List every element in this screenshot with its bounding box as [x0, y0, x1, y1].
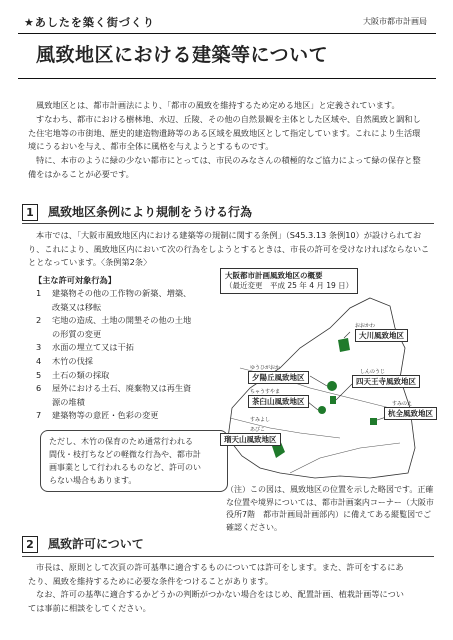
permit-item	[36, 396, 216, 410]
permit-item-number	[36, 301, 52, 315]
leader-line	[344, 332, 350, 338]
permit-item-text: の形質の変更	[52, 328, 102, 339]
area-shape-yuhigaoka	[327, 381, 337, 391]
permit-item-number	[36, 396, 52, 410]
area-shape-kumata	[370, 418, 377, 425]
river-line	[290, 443, 400, 473]
section-2-line: 市長は、原則として次頁の許可基準に適合するものについては許可をします。また、許可をするにあ	[36, 562, 404, 572]
area-label-chausuyama: 茶臼山風致地区	[248, 395, 309, 408]
permit-item-text: 水面の埋立て又は干拓	[52, 342, 134, 353]
permit-item	[36, 355, 216, 369]
section-2-line: たり、風致を維持するために必要な条件をつけることがあります。	[28, 575, 273, 586]
exemption-note-line: 間伐・枝打ちなどの軽微な行為や、都市計	[49, 450, 201, 459]
exemption-note	[40, 430, 228, 492]
permit-item-number: 5	[36, 369, 42, 380]
area-shape-chausuyama	[318, 406, 326, 414]
section-2-heading	[22, 535, 144, 553]
area-shape-ookawa	[338, 338, 350, 352]
permit-item-number: 7	[36, 410, 42, 421]
permit-item-number: 6	[36, 383, 42, 394]
permit-item-text: 建築物その他の工作物の新築、増築、	[52, 288, 192, 298]
section-2-title: 風致許可について	[48, 537, 144, 551]
permit-item	[36, 382, 216, 396]
permit-item	[36, 409, 216, 423]
exemption-note-line: ただし、木竹の保育のため通常行われる	[49, 437, 193, 446]
area-ruby-sumiyoshi: すみよし	[250, 417, 271, 423]
header-department: 大阪市都市計画局	[363, 17, 427, 26]
permit-item-number: 3	[36, 342, 42, 353]
area-ruby-abiko: あびこ	[250, 427, 266, 433]
section-1-title: 風致地区条例により規制をうける行為	[48, 205, 253, 219]
intro-paragraph-2: すなわち、都市における樹林地、水辺、丘陵、その他の自然景観を主体とした区域や、自然風致と調和した住宅地等の市街地、歴史的建造物遺跡等のある区域を風致地区として指定しています。これにより生活環境にうるおいを与え、都市全体に風格を与えようとするものです。	[28, 114, 421, 152]
area-ruby-chausuyama: ちゃうすやま	[250, 389, 281, 395]
section-1-rule	[22, 223, 434, 224]
header-tagline: ★あしたを築く街づくり	[24, 16, 155, 29]
area-ruby-yuhigaoka: ゆうひがおか	[250, 365, 281, 371]
section-2-rule	[22, 556, 434, 557]
map-note-line: 確認ください。	[226, 522, 282, 532]
area-ruby-kumata: すみのえ	[392, 401, 413, 407]
section-1-number: 1	[22, 204, 38, 221]
exemption-note-line: 画事業として行われるものなど、許可のい	[49, 463, 201, 472]
section-2-body	[28, 561, 433, 615]
map-subtitle: （最近変更 平成 25 年 4 月 19 日）	[225, 281, 354, 290]
permit-item	[36, 301, 216, 315]
leader-line	[310, 376, 327, 386]
section-1-body: 本市では、「大阪市風致地区内における建築等の規制に関する条例」（S45.3.13 条例10）が設けられており、これにより、風致地区内において次の行為をしようとするときは、市長の許可を受けなければならないこととなっています。〈条例第2条〉	[28, 230, 430, 268]
section-1-heading	[22, 203, 252, 221]
permit-item-number	[36, 328, 52, 342]
map-note-line: 役所7階 都市計画局計画部内）に備えてある縦覧図でご	[226, 510, 432, 519]
permit-item	[36, 328, 216, 342]
permit-item	[36, 369, 216, 383]
permit-item-text: 宅地の造成、土地の開墾その他の土地	[52, 315, 192, 326]
permit-item	[36, 314, 216, 328]
permit-item-number: 1	[36, 288, 42, 298]
permit-list-title: 【主な許可対象行為】	[34, 275, 116, 285]
map-note	[226, 484, 438, 534]
section-2-number: 2	[22, 536, 38, 553]
area-label-ookawa: 大川風致地区	[355, 329, 408, 342]
permit-item	[36, 287, 216, 301]
map-note-line: （注）この図は、風致地区の位置を示した略図です。正確	[226, 485, 434, 494]
permit-item-number: 4	[36, 355, 42, 366]
map-title: 大阪都市計画風致地区の概要	[225, 271, 323, 280]
permit-item-number: 2	[36, 315, 42, 326]
area-label-abiko: 瑠天山風致地区	[220, 433, 281, 446]
permit-item-text: 源の堆積	[52, 396, 85, 407]
area-label-shitennoji: 四天王寺風致地区	[352, 375, 420, 388]
map-title-box	[220, 268, 358, 294]
leader-line	[308, 402, 318, 410]
area-ruby-ookawa: おおかわ	[355, 323, 376, 329]
section-2-line: なお、許可の基準に適合するかどうかの判断がつかない場合をはじめ、配置計画、植栽計画等につい	[36, 589, 404, 600]
permit-list	[36, 287, 216, 423]
permit-item-text: 屋外における土石、廃棄物又は再生資	[52, 383, 192, 394]
area-label-yuhigaoka: 夕陽丘風致地区	[248, 371, 309, 384]
page-title: 風致地区における建築等について	[36, 44, 329, 66]
permit-item	[36, 341, 216, 355]
exemption-note-line: らない場合もあります。	[49, 476, 137, 485]
intro-paragraph-3: 特に、本市のように緑の少ない都市にとっては、市民のみなさんの積極的なご協力によって緑の保存と整備をはかることが必要です。	[28, 155, 421, 179]
area-label-kumata: 杭全風致地区	[384, 407, 437, 420]
permit-item-text: 改築又は移転	[52, 301, 102, 312]
area-shape-shitennoji	[330, 396, 336, 404]
map-note-line: な位置や境界については、都市計画案内コーナー（大阪市	[226, 497, 434, 507]
section-2-line: ては事前に相談をしてください。	[28, 602, 151, 613]
permit-item-text: 木竹の伐採	[52, 355, 93, 366]
district-map	[220, 268, 435, 480]
permit-item-text: 土石の類の採取	[52, 369, 110, 380]
permit-item-text: 建築物等の意匠・色彩の変更	[52, 410, 159, 421]
intro-paragraph-1: 風致地区とは、都市計画法により、「都市の風致を維持するため定める地区」と定義されています。	[36, 100, 400, 110]
area-ruby-shitennoji: しんのうじ	[360, 369, 386, 375]
